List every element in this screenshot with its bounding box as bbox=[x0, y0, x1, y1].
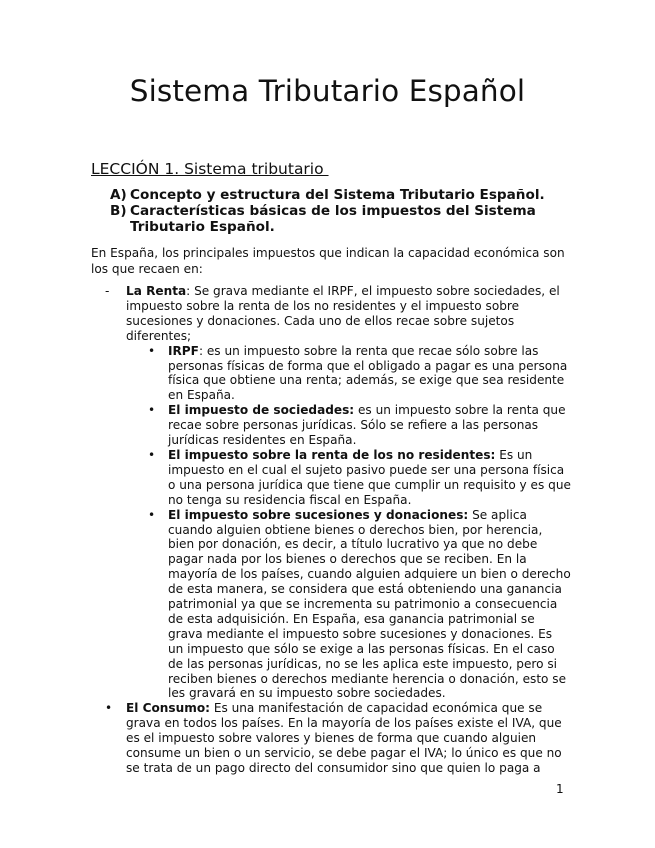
renta-description: : Se grava mediante el IRPF, el impuesto sobre sociedades, el impuesto sobre la renta de los no residentes y el impuesto sobre sucesiones y donaciones. Cada uno de ellos recae sobre sujetos diferentes; bbox=[126, 284, 560, 343]
bullet-marker: • bbox=[148, 447, 156, 462]
sub-item-text bbox=[168, 508, 571, 702]
sub-item-irpf bbox=[147, 344, 571, 404]
page-number: 1 bbox=[556, 782, 564, 796]
sub-item-no-residentes bbox=[147, 448, 571, 508]
objective-letter: B) bbox=[110, 203, 127, 219]
objective-item bbox=[110, 203, 570, 235]
sucesiones-description: Se aplica cuando alguien obtiene bienes o derechos bien, por herencia, bien por donación, es decir, a título lucrativo ya que no debe pagar nada por los bienes o derechos que se reciben. En la mayoría de los países, cuando alguien adquiere un bien o derecho de esta manera, se considera que está obteniendo una ganancia patrimonial ya que se incrementa su patrimonio a consecuencia de esta adquisición. En España, esa ganancia patrimonial se grava mediante el impuesto sobre sucesiones y donaciones. Es un impuesto que sólo se exige a las personas físicas. En el caso de las personas jurídicas, no se les aplica este impuesto, pero si reciben bienes o derechos mediante herencia o donación, esto se les gravará en su impuesto sobre sociedades. bbox=[168, 507, 571, 701]
no-residentes-description: Es un impuesto en el cual el sujeto pasivo puede ser una persona física o una persona jurídica que tiene que cumplir un requisito y es que no tenga su residencia fiscal en España. bbox=[168, 447, 571, 507]
sub-item-text bbox=[168, 344, 571, 404]
intro-paragraph: En España, los principales impuestos que indican la capacidad económica son los que recaen en: bbox=[91, 246, 565, 276]
term-sociedades: El impuesto de sociedades: bbox=[168, 403, 355, 418]
objective-text: Concepto y estructura del Sistema Tributario Español. bbox=[130, 187, 545, 203]
bullet-marker: • bbox=[148, 403, 156, 418]
objective-letter: A) bbox=[110, 187, 127, 203]
bullet-marker: • bbox=[148, 507, 156, 522]
tax-list bbox=[91, 284, 571, 776]
bullet-marker: • bbox=[105, 701, 113, 716]
sub-item-sucesiones bbox=[147, 508, 571, 702]
term-sucesiones: El impuesto sobre sucesiones y donaciones: bbox=[168, 507, 469, 522]
objective-item bbox=[110, 187, 570, 203]
sub-item-text bbox=[168, 448, 571, 508]
bullet-marker: • bbox=[148, 343, 156, 358]
term-consumo: El Consumo: bbox=[126, 701, 210, 716]
irpf-description: : es un impuesto sobre la renta que recae sólo sobre las personas físicas de forma que el obligado a pagar es una persona física que obtiene una renta; además, se exige que sea residente en España. bbox=[168, 343, 568, 403]
list-item-text bbox=[126, 701, 571, 776]
objectives-list bbox=[110, 187, 570, 235]
lesson-heading: LECCIÓN 1. Sistema tributario bbox=[91, 160, 329, 178]
document-title: Sistema Tributario Español bbox=[129, 74, 526, 108]
consumo-description: Es una manifestación de capacidad económica que se grava en todos los países. En la mayoría de los países existe el IVA, que es el impuesto sobre valores y bienes de forma que cuando alguien consume un bien o un servicio, se debe pagar el IVA; lo único es que no se trata de un pago directo del consumidor sino que quien lo paga a bbox=[126, 701, 562, 775]
list-item-renta bbox=[91, 284, 571, 344]
list-item-text bbox=[126, 284, 571, 344]
dash-marker: - bbox=[105, 284, 110, 298]
term-renta: La Renta bbox=[126, 284, 187, 298]
sub-item-sociedades bbox=[147, 403, 571, 448]
term-no-residentes: El impuesto sobre la renta de los no residentes: bbox=[168, 447, 496, 462]
list-item-consumo bbox=[91, 701, 571, 776]
sub-item-text bbox=[168, 403, 571, 448]
objective-text: Características básicas de los impuestos del Sistema Tributario Español. bbox=[130, 203, 536, 235]
sociedades-description: es un impuesto sobre la renta que recae sobre personas jurídicas. Sólo se refiere a las personas jurídicas residentes en España. bbox=[168, 403, 566, 448]
term-irpf: IRPF bbox=[168, 343, 199, 358]
